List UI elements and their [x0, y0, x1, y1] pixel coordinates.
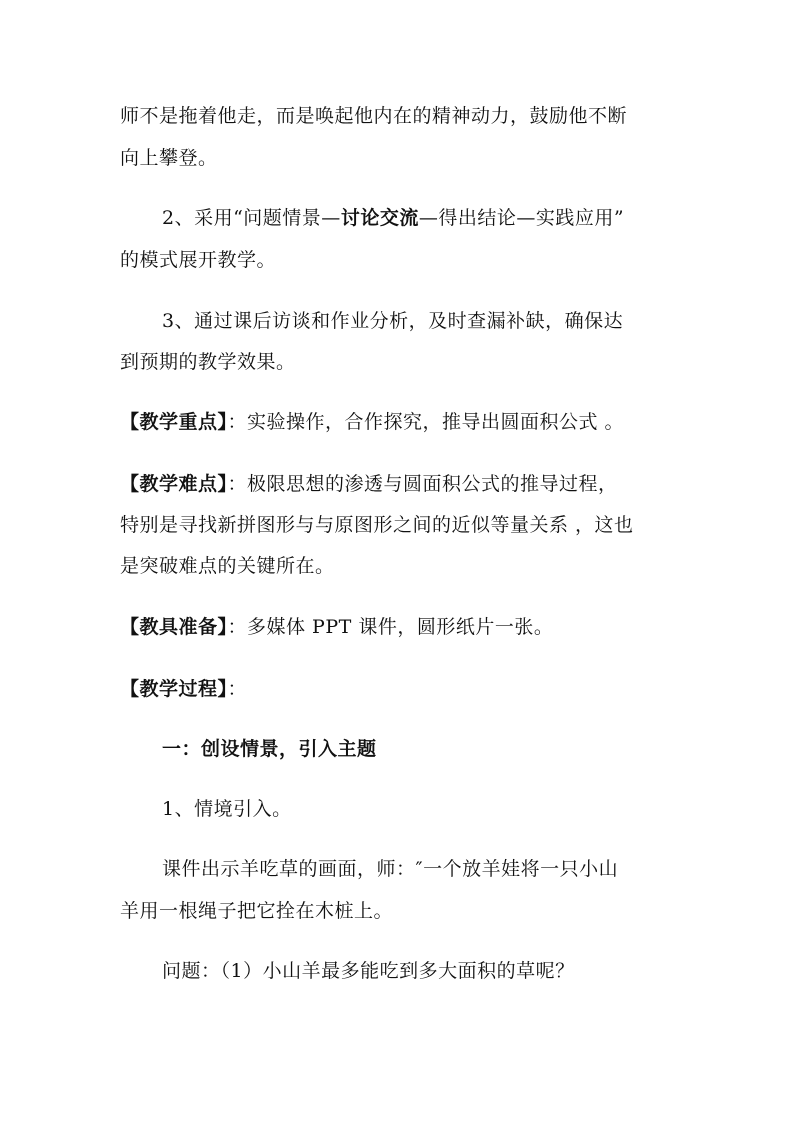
text: 3、通过课后访谈和作业分析，及时查漏补缺，确保达	[162, 310, 624, 332]
paragraph-line	[162, 312, 623, 331]
text: 2、采用“问题情景—	[162, 207, 341, 229]
paragraph-line	[120, 149, 218, 168]
paragraph-line	[120, 251, 276, 270]
heading-text: 一：创设情景，引入主题	[162, 738, 377, 760]
text: 的模式展开教学。	[120, 249, 277, 271]
difficulty-text: ：极限思想的渗透与圆面积公式的推导过程，	[227, 473, 618, 495]
text: 课件出示羊吃草的画面，师：″一个放羊娃将一只小山	[162, 858, 619, 880]
list-item	[162, 800, 292, 819]
text: 师不是拖着他走，而是唤起他内在的精神动力，鼓励他不断	[120, 105, 628, 127]
paragraph-line	[162, 209, 624, 228]
text: 到预期的教学效果。	[120, 351, 296, 373]
bold-text: 讨论交流	[340, 207, 419, 229]
paragraph-line	[162, 860, 618, 879]
process-label: 【教学过程】	[120, 678, 228, 700]
tools-text: ：多媒体 PPT 课件，圆形纸片一张。	[227, 616, 554, 638]
paragraph-line	[120, 107, 627, 126]
section-heading	[162, 740, 377, 759]
paragraph-line	[120, 902, 393, 921]
text: 1、情境引入。	[162, 798, 292, 820]
text: 特别是寻找新拼图形与与原图形之间的近似等量关系 ，这也	[120, 514, 634, 536]
text: 羊用一根绳子把它拴在木桩上。	[120, 900, 394, 922]
key-point-label: 【教学重点】	[120, 411, 228, 433]
question-line	[162, 962, 575, 981]
section-key-point	[120, 413, 624, 432]
paragraph-line	[120, 353, 296, 372]
section-tools	[120, 618, 553, 637]
text: —得出结论—实践应用”	[418, 207, 625, 229]
text: 问题：（1）小山羊最多能吃到多大面积的草呢？	[162, 960, 575, 982]
tools-label: 【教具准备】	[120, 616, 228, 638]
text: 向上攀登。	[120, 147, 218, 169]
process-text: ：	[227, 678, 248, 700]
section-difficulty	[120, 475, 618, 494]
key-point-text: ：实验操作，合作探究，推导出圆面积公式 。	[227, 411, 625, 433]
text: 是突破难点的关键所在。	[120, 555, 335, 577]
difficulty-label: 【教学难点】	[120, 473, 228, 495]
paragraph-line	[120, 516, 634, 535]
paragraph-line	[120, 557, 335, 576]
section-process	[120, 680, 247, 699]
